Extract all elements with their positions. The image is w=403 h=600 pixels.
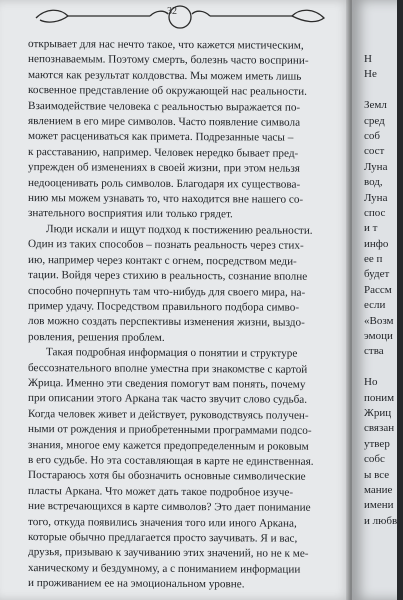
text-fragment: сост [364, 145, 385, 158]
text-fragment: Не [364, 68, 377, 81]
text-line: Люди искали и ищут подход к постижению реальности. [46, 223, 313, 237]
text-line: маются как результат колдовства. Мы можем иметь лишь [28, 68, 302, 83]
text-line: к расставанию, например. Человек нередко бывает пред- [28, 145, 299, 160]
text-line: Один из таких способов – познать реальность через стих- [28, 238, 304, 253]
text-fragment: если [364, 299, 386, 312]
text-line: способно почерпнуть там что-нибудь для своего мира, на- [28, 284, 306, 299]
text-line: лов можно создать перспективы изменения жизни, выздо- [28, 315, 305, 330]
text-line: недооценивать роль символов. Благодаря их существова- [28, 176, 301, 191]
text-fragment: будет [364, 268, 390, 281]
text-fragment: поним [364, 391, 395, 404]
text-line: косвенное представление об окружающей нас реальности. [28, 84, 307, 98]
text-line: бессознательного вполне уместна при знакомстве с картой [28, 361, 308, 376]
text-fragment: Луна [364, 160, 388, 173]
text-line: явлением в его мире символов. Часто появление символа [28, 115, 301, 129]
text-fragment [364, 360, 403, 375]
text-fragment: ы все [364, 468, 390, 481]
text-line: непознаваемым. Поэтому смерть, болезнь часто восприни- [28, 53, 309, 68]
right-page-text [364, 52, 403, 529]
text-line: Жрица. Именно эти сведения помогут вам понять, почему [28, 376, 306, 391]
text-line: может расцениваться как примета. Подрезанные часы – [28, 130, 294, 145]
text-fragment: ства [364, 345, 384, 358]
text-line: которые обычно предлагается просто заучивать. Я и вас, [28, 531, 298, 545]
text-fragment: спос [364, 206, 386, 219]
text-fragment: Н [364, 53, 372, 65]
text-line: знательного восприятия или только грядет. [28, 207, 233, 221]
text-fragment: инфо [364, 237, 389, 250]
text-fragment: эмоци [364, 330, 393, 343]
text-fragment: вод, [364, 176, 383, 189]
text-fragment: Жриц [364, 406, 392, 419]
text-line: открывает для нас нечто такое, что кажется мистическим, [28, 38, 304, 52]
text-fragment: имени [364, 499, 394, 512]
text-fragment: собс [364, 453, 385, 466]
text-line: ровления, решения проблем. [28, 330, 165, 344]
text-fragment: Луна [364, 191, 388, 204]
text-fragment: и любв [364, 514, 398, 527]
text-fragment: связан [364, 422, 395, 435]
text-line: тации. Войдя через стихию в реальность, сознание вполне [28, 269, 308, 283]
text-fragment: «Возм [364, 314, 394, 327]
text-line: нию мы можем узнавать то, что находится вне нашего со- [28, 192, 304, 206]
text-fragment [364, 83, 403, 98]
text-line: пример удачу. Посредством правильного подбора симво- [28, 299, 300, 314]
text-line: ными от рождения и приобретенными программами подсо- [28, 423, 312, 437]
text-line: Взаимодействие человека с реальностью выражается по- [28, 99, 301, 114]
text-fragment: Но [364, 376, 378, 389]
text-line: знания, многое ему кажется предопределенным и роковым [28, 438, 309, 453]
text-line: друзья, призываю к заучиванию этих значений, но не к ме- [28, 546, 309, 561]
text-line: упрежден об изменениях в своей жизни, при этом нельзя [28, 161, 300, 175]
text-fragment: и т [364, 222, 378, 235]
text-line: Такая подробная информация о понятии и структуре [46, 346, 298, 360]
text-fragment: Рассм [364, 283, 392, 296]
text-fragment: утвер [364, 437, 390, 450]
text-line: в его судьбе. Но эта составляющая в карте не единственная. [28, 454, 314, 468]
text-line: и проживанием ее на эмоциональном уровне. [28, 577, 245, 591]
page-number: 32 [167, 6, 177, 17]
text-fragment: Земл [364, 99, 387, 112]
text-line: Постараюсь хотя бы обозначить основные символические [28, 469, 306, 484]
main-text [28, 37, 338, 594]
text-line: ханическому и бездумному, а с пониманием информации [28, 561, 301, 576]
text-line: пласты Аркана. Что может дать такое подробное изуче- [28, 484, 294, 499]
text-fragment: маниe [364, 483, 393, 496]
text-line: ние встречающихся в карте символов? Это дает понимание [28, 500, 311, 514]
text-fragment: ее п [364, 253, 383, 266]
text-line: при описании этого Аркана так часто звучит слово судьба. [28, 392, 308, 407]
text-fragment: соб [364, 129, 380, 142]
text-fragment: сред [364, 114, 385, 127]
text-line: того, откуда появились значения того или иного Аркана, [28, 515, 297, 530]
text-line: Когда человек живет и действует, руководствуясь получен- [28, 407, 309, 422]
text-line: ию, например через контакт с огнем, посредством меди- [28, 253, 297, 268]
